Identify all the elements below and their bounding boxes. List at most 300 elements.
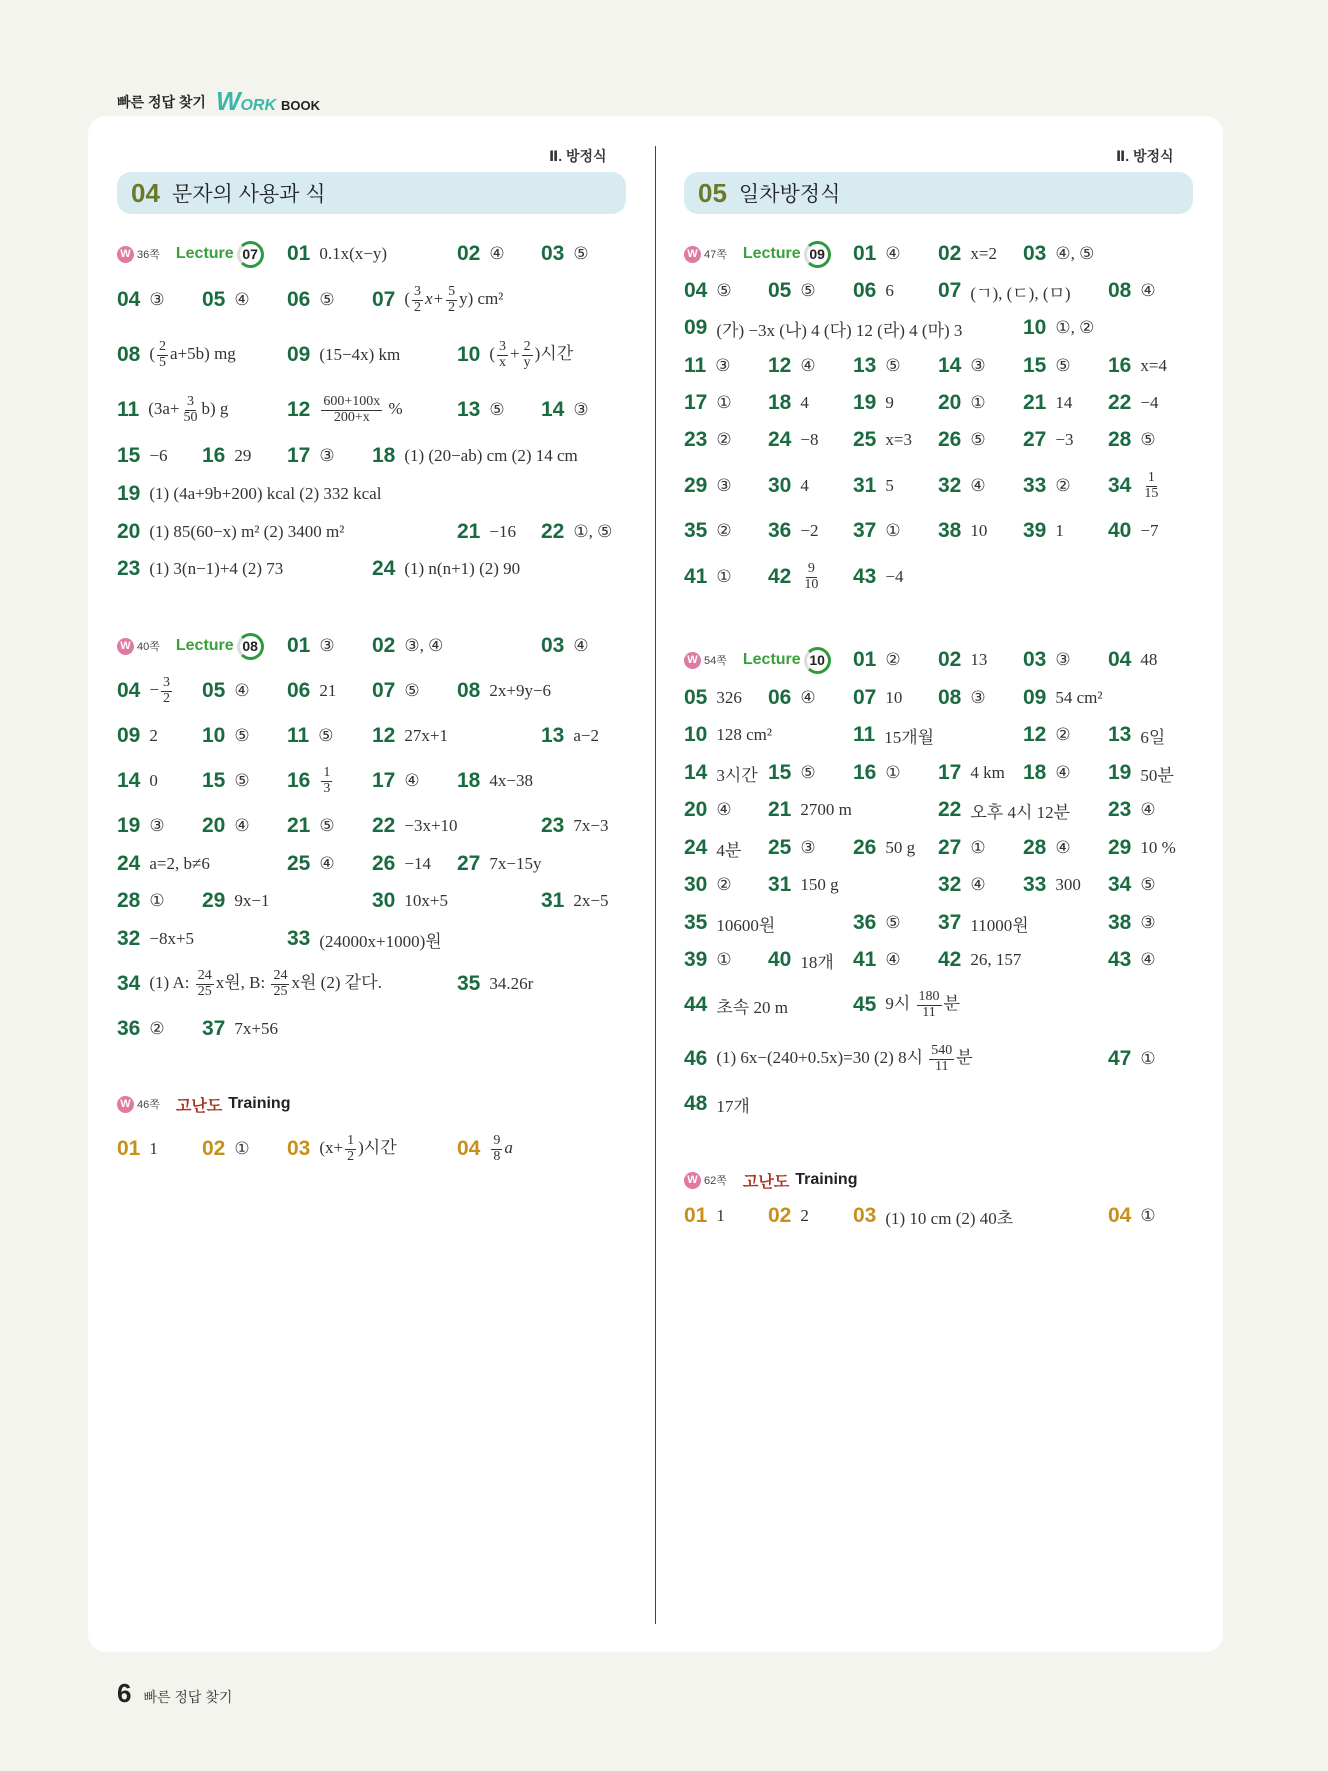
answer-number: 14 <box>938 354 962 377</box>
answer-number: 20 <box>117 520 141 543</box>
answer-value: ④ <box>970 476 986 495</box>
answer-number: 46 <box>684 1047 708 1070</box>
answer-number: 02 <box>457 242 481 265</box>
answer-value: ① <box>716 393 732 412</box>
answer-value: (1) 6x−(240+0.5x)=30 (2) 8시 $\frac{540}{11}$ 분 <box>716 1043 973 1074</box>
answer-number: 14 <box>684 761 708 784</box>
answer-value: (1) 10 cm (2) 40초 <box>885 1208 1014 1228</box>
answer-number: 05 <box>202 679 226 702</box>
answer-value: 7x−3 <box>573 816 609 835</box>
answer-value: ⑤ <box>1055 356 1071 375</box>
answer-value: ⑤ <box>319 816 335 835</box>
answer-number: 35 <box>684 519 708 542</box>
answer-item <box>938 422 986 458</box>
answer-item <box>938 513 987 549</box>
answer-number: 03 <box>1023 648 1047 671</box>
answer-item <box>287 763 334 799</box>
answer-number: 45 <box>853 993 877 1016</box>
answer-value: x=3 <box>885 430 912 449</box>
answer-value: ③ <box>319 636 335 655</box>
answer-item <box>853 987 960 1023</box>
answer-number: 42 <box>768 565 792 588</box>
answer-value: 26, 157 <box>970 950 1022 969</box>
answer-number: 37 <box>853 519 877 542</box>
answer-value: (가) −3x (나) 4 (다) 12 (라) 4 (마) 3 <box>716 320 963 340</box>
answer-value: ④ <box>1055 838 1071 857</box>
answer-item <box>1023 755 1071 791</box>
answer-number: 29 <box>202 889 226 912</box>
training-label-en: Training <box>228 1095 291 1112</box>
answer-value: 21 <box>319 681 337 700</box>
answer-value: ③ <box>1140 913 1156 932</box>
answer-number: 13 <box>853 354 877 377</box>
page-number: 6 <box>117 1678 132 1708</box>
answer-value: ⑤ <box>573 244 589 263</box>
workbook-w-icon: W <box>684 652 701 669</box>
answer-item <box>372 438 578 474</box>
answer-number: 15 <box>202 769 226 792</box>
answer-item <box>202 282 250 318</box>
answer-value: ② <box>885 650 901 669</box>
answer-number: 44 <box>684 993 708 1016</box>
answer-item <box>1108 642 1157 678</box>
answer-number: 28 <box>1023 836 1047 859</box>
answer-value: −16 <box>489 522 516 541</box>
answer-number: 04 <box>117 288 141 311</box>
answer-item <box>853 513 901 549</box>
training-label: 고난도 <box>742 1173 790 1191</box>
answer-number: 10 <box>202 724 226 747</box>
answer-number: 12 <box>287 398 311 421</box>
answer-item <box>287 236 387 272</box>
answer-item <box>853 1198 1013 1234</box>
answer-value: ③ <box>716 476 732 495</box>
answer-value: 초속 20 m <box>716 997 788 1017</box>
answer-number: 39 <box>1023 519 1047 542</box>
answer-number: 21 <box>457 520 481 543</box>
answer-number: 21 <box>1023 391 1047 414</box>
answer-value: (15−4x) km <box>319 345 401 364</box>
answer-item <box>768 867 839 903</box>
answer-value: ③ <box>319 446 335 465</box>
answer-item <box>287 673 336 709</box>
answer-value: $\frac{600+100x}{200+x}$ % <box>323 393 403 425</box>
answer-number: 23 <box>117 557 141 580</box>
answer-number: 22 <box>372 814 396 837</box>
answer-item <box>684 867 732 903</box>
answer-number: 01 <box>684 1204 708 1227</box>
answer-item <box>684 792 732 828</box>
answer-value: 18개 <box>800 952 834 972</box>
right-lecture-10-tag <box>684 643 831 677</box>
page-ref: 40쪽 <box>137 641 160 653</box>
answer-item <box>372 808 458 844</box>
answer-number: 16 <box>287 769 311 792</box>
answer-item <box>372 282 503 318</box>
answer-value: 34.26r <box>489 974 534 993</box>
answer-value: 54 cm² <box>1055 688 1103 707</box>
answer-item <box>768 422 818 458</box>
answer-number: 30 <box>768 474 792 497</box>
answer-value: 0.1x(x−y) <box>319 244 388 263</box>
answer-value: x=4 <box>1140 356 1167 375</box>
answer-number: 08 <box>1108 279 1132 302</box>
answer-item <box>684 559 732 595</box>
answer-number: 25 <box>768 836 792 859</box>
answer-item <box>457 236 505 272</box>
answer-item <box>202 673 250 709</box>
answer-item <box>1108 348 1167 384</box>
answer-value: 7x+56 <box>234 1019 278 1038</box>
answer-number: 25 <box>853 428 877 451</box>
answer-number: 14 <box>117 769 141 792</box>
answer-value: (1) 85(60−x) m² (2) 3400 m² <box>149 522 345 541</box>
answer-item <box>117 808 165 844</box>
answer-item <box>853 559 903 595</box>
answer-value: ④ <box>885 244 901 263</box>
answer-number: 29 <box>1108 836 1132 859</box>
page-ref: 47쪽 <box>704 249 727 261</box>
answer-number: 04 <box>1108 1204 1132 1227</box>
answer-value: 2x−5 <box>573 891 609 910</box>
answer-item <box>1108 755 1174 791</box>
answer-item <box>457 337 573 373</box>
answer-value: ④ <box>404 771 420 790</box>
answer-item <box>1023 236 1094 272</box>
answer-item <box>1108 468 1162 504</box>
answer-number: 09 <box>117 724 141 747</box>
answer-number: 10 <box>684 723 708 746</box>
workbook-w-icon: W <box>117 246 134 263</box>
answer-number: 25 <box>287 852 311 875</box>
answer-value: 10600원 <box>716 915 776 935</box>
answer-value: −8x+5 <box>149 929 195 948</box>
answer-item <box>372 883 448 919</box>
answer-number: 43 <box>1108 948 1132 971</box>
answer-number: 18 <box>372 444 396 467</box>
answer-item <box>117 966 382 1002</box>
answer-value: −14 <box>404 854 431 873</box>
answer-value: −6 <box>149 446 168 465</box>
answer-item <box>938 755 1005 791</box>
answer-value: 3시간 <box>716 765 758 785</box>
answer-item <box>768 1198 809 1234</box>
answer-number: 27 <box>1023 428 1047 451</box>
answer-value: ① <box>970 393 986 412</box>
answer-value: 10 % <box>1140 838 1176 857</box>
answer-value: −3 <box>1055 430 1074 449</box>
answer-number: 04 <box>684 279 708 302</box>
answer-item <box>287 921 442 957</box>
answer-value: ② <box>716 430 732 449</box>
answer-value: $\frac{1}{3}$ <box>323 764 331 796</box>
answer-item <box>1108 385 1158 421</box>
answer-number: 43 <box>853 565 877 588</box>
answer-value: (ㄱ), (ㄷ), (ㅁ) <box>970 283 1071 303</box>
answer-number: 28 <box>1108 428 1132 451</box>
answer-item <box>684 273 732 309</box>
answer-item <box>768 830 816 866</box>
answer-number: 11 <box>287 724 310 747</box>
answer-value: ② <box>1055 725 1071 744</box>
answer-item <box>938 273 1071 309</box>
answer-value: ④ <box>800 356 816 375</box>
answer-item <box>541 514 612 550</box>
answer-item <box>117 476 381 512</box>
answer-value: 4 km <box>970 763 1005 782</box>
answer-value: ③ <box>970 688 986 707</box>
answer-item <box>117 282 165 318</box>
answer-value: ④ <box>970 875 986 894</box>
answer-value: ④ <box>1140 281 1156 300</box>
answer-number: 07 <box>938 279 962 302</box>
answer-item <box>768 559 822 595</box>
answer-value: −4 <box>885 567 904 586</box>
answer-number: 02 <box>938 648 962 671</box>
answer-item <box>684 830 741 866</box>
answer-item <box>1023 642 1071 678</box>
answer-value: ⑤ <box>800 281 816 300</box>
answer-number: 04 <box>457 1137 481 1160</box>
answer-value: ① <box>885 521 901 540</box>
left-training-tag <box>117 1087 290 1121</box>
answer-number: 33 <box>287 927 311 950</box>
lecture-number: 08 <box>237 633 264 660</box>
lecture-number: 07 <box>237 241 264 268</box>
answer-item <box>287 337 400 373</box>
logo-book: BOOK <box>281 98 321 113</box>
workbook-w-icon: W <box>117 1096 134 1113</box>
answer-item <box>372 718 448 754</box>
answer-item <box>938 385 986 421</box>
training-label-en: Training <box>795 1171 858 1188</box>
answer-number: 23 <box>1108 798 1132 821</box>
answer-item <box>457 763 533 799</box>
answer-number: 15 <box>768 761 792 784</box>
answer-item <box>372 846 431 882</box>
answer-value: ④ <box>800 688 816 707</box>
answer-value: ① <box>1140 1206 1156 1225</box>
answer-item <box>202 1131 250 1167</box>
answer-value: ① <box>716 950 732 969</box>
answer-value: 1 <box>1055 521 1064 540</box>
answer-number: 30 <box>372 889 396 912</box>
logo-ork: ORK <box>240 97 277 114</box>
answer-value: ⑤ <box>885 356 901 375</box>
answer-number: 21 <box>768 798 792 821</box>
answer-item <box>768 385 809 421</box>
answer-value: 7x−15y <box>489 854 542 873</box>
answer-value: −2 <box>800 521 819 540</box>
answer-value: 15개월 <box>884 727 935 747</box>
header-title: 빠른 정답 찾기 <box>117 93 206 110</box>
answer-value: ⑤ <box>970 430 986 449</box>
right-section-number: 05 <box>698 177 727 208</box>
answer-number: 26 <box>853 836 877 859</box>
answer-item <box>457 846 541 882</box>
answer-number: 30 <box>684 873 708 896</box>
answer-number: 33 <box>1023 474 1047 497</box>
answer-value: (1) (20−ab) cm (2) 14 cm <box>404 446 578 465</box>
logo-w: W <box>215 86 241 116</box>
answer-value: ⑤ <box>800 763 816 782</box>
answer-number: 17 <box>684 391 708 414</box>
answer-number: 24 <box>768 428 792 451</box>
answer-value: ⑤ <box>489 400 505 419</box>
answer-number: 17 <box>287 444 311 467</box>
answer-item <box>541 883 608 919</box>
answer-number: 23 <box>541 814 565 837</box>
right-lecture-09-tag <box>684 237 831 271</box>
answer-number: 18 <box>457 769 481 792</box>
answer-number: 01 <box>853 648 877 671</box>
answer-value: 11000원 <box>970 915 1029 935</box>
answer-number: 11 <box>853 723 876 746</box>
answer-number: 37 <box>202 1017 226 1040</box>
answer-value: 6 <box>885 281 894 300</box>
lecture-label: Lecture <box>742 245 801 262</box>
answer-value: ③ <box>800 838 816 857</box>
answer-item <box>117 392 228 428</box>
answer-item <box>853 942 901 978</box>
answer-item <box>117 718 158 754</box>
answer-item <box>117 337 236 373</box>
answer-item <box>1108 1198 1156 1234</box>
answer-item <box>287 846 335 882</box>
answer-number: 04 <box>1108 648 1132 671</box>
answer-value: ( $\frac{3}{2}$ x+ $\frac{5}{2}$ y) cm² <box>404 283 504 315</box>
answer-number: 40 <box>768 948 792 971</box>
answer-item <box>541 718 599 754</box>
answer-number: 09 <box>684 316 708 339</box>
answer-number: 06 <box>768 686 792 709</box>
answer-number: 20 <box>938 391 962 414</box>
answer-item <box>117 763 158 799</box>
answer-item <box>768 942 834 978</box>
answer-value: ( $\frac{3}{x}$ + $\frac{2}{y}$ )시간 <box>489 339 574 370</box>
answer-number: 24 <box>684 836 708 859</box>
answer-item <box>457 514 516 550</box>
answer-value: ② <box>716 521 732 540</box>
answer-number: 20 <box>202 814 226 837</box>
answer-value: ③, ④ <box>404 636 444 655</box>
answer-item <box>684 422 732 458</box>
training-label: 고난도 <box>175 1097 223 1115</box>
answer-value: 150 g <box>800 875 839 894</box>
answer-number: 01 <box>853 242 877 265</box>
answer-item <box>202 438 251 474</box>
answer-value: ④ <box>1140 800 1156 819</box>
answer-number: 19 <box>117 482 141 505</box>
answer-value: 13 <box>970 650 988 669</box>
answer-item <box>541 808 608 844</box>
answer-item <box>202 718 250 754</box>
answer-number: 06 <box>287 288 311 311</box>
answer-number: 32 <box>938 474 962 497</box>
answer-number: 13 <box>1108 723 1132 746</box>
column-divider <box>655 146 656 1624</box>
answer-number: 26 <box>372 852 396 875</box>
answer-value: 10x+5 <box>404 891 448 910</box>
answer-value: ⑤ <box>1140 875 1156 894</box>
answer-item <box>853 680 902 716</box>
answer-item <box>768 468 809 504</box>
answer-value: ③ <box>1055 650 1071 669</box>
answer-value: ① <box>1140 1049 1156 1068</box>
answer-number: 03 <box>287 1137 311 1160</box>
answer-number: 02 <box>202 1137 226 1160</box>
answer-value: $\frac{1}{15}$ <box>1144 469 1159 501</box>
answer-number: 27 <box>457 852 481 875</box>
answer-item <box>684 987 788 1023</box>
answer-item <box>1023 680 1102 716</box>
answer-value: ⑤ <box>234 771 250 790</box>
answer-number: 09 <box>287 343 311 366</box>
answer-item <box>684 680 742 716</box>
answer-number: 41 <box>684 565 708 588</box>
answer-item <box>541 628 589 664</box>
answer-item <box>853 236 901 272</box>
answer-number: 07 <box>372 679 396 702</box>
answer-value: ③ <box>970 356 986 375</box>
answer-value: 27x+1 <box>404 726 448 745</box>
answer-item <box>684 310 962 346</box>
left-lecture-07-tag <box>117 237 264 271</box>
answer-item <box>1023 830 1071 866</box>
answer-value: ④ <box>489 244 505 263</box>
answer-number: 35 <box>457 972 481 995</box>
answer-item <box>1108 273 1156 309</box>
answer-number: 02 <box>768 1204 792 1227</box>
answer-number: 10 <box>1023 316 1047 339</box>
answer-number: 03 <box>541 242 565 265</box>
answer-item <box>202 883 269 919</box>
answer-value: ② <box>716 875 732 894</box>
answer-item <box>372 551 520 587</box>
answer-item <box>938 867 986 903</box>
answer-item <box>684 755 758 791</box>
answer-value: (x+ $\frac{1}{2}$ )시간 <box>319 1133 397 1164</box>
workbook-w-icon: W <box>684 246 701 263</box>
answer-value: ④ <box>716 800 732 819</box>
answer-value: ① <box>970 838 986 857</box>
answer-item <box>1023 513 1064 549</box>
answer-number: 24 <box>117 852 141 875</box>
answer-number: 04 <box>117 679 141 702</box>
answer-item <box>938 468 986 504</box>
answer-value: $\frac{9}{8}$ a <box>493 1132 513 1164</box>
answer-value: (1) 3(n−1)+4 (2) 73 <box>149 559 284 578</box>
answer-item <box>202 1011 278 1047</box>
answer-number: 31 <box>768 873 792 896</box>
answer-item <box>372 763 420 799</box>
answer-value: ④ <box>234 816 250 835</box>
answer-item <box>1108 513 1158 549</box>
answer-item <box>938 348 986 384</box>
answer-number: 18 <box>768 391 792 414</box>
answer-item <box>287 808 335 844</box>
answer-item <box>541 236 589 272</box>
answer-item <box>287 718 333 754</box>
answer-value: 2 <box>149 726 158 745</box>
answer-number: 15 <box>117 444 141 467</box>
answer-number: 21 <box>287 814 311 837</box>
footer-title: 빠른 정답 찾기 <box>143 1689 233 1705</box>
answer-value: 4x−38 <box>489 771 533 790</box>
answer-value: ⑤ <box>885 913 901 932</box>
answer-value: ⑤ <box>404 681 420 700</box>
answer-item <box>1023 310 1094 346</box>
